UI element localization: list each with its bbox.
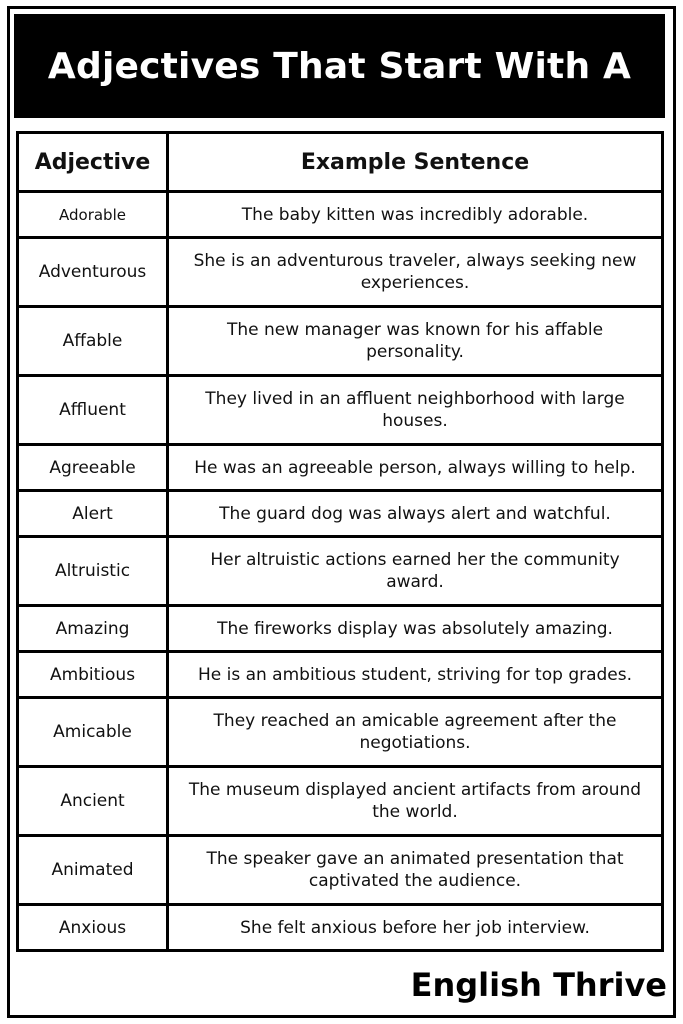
sentence-cell: The museum displayed ancient artifacts from around the world. bbox=[168, 767, 663, 836]
table-row bbox=[18, 698, 663, 767]
adjectives-table bbox=[16, 131, 664, 952]
table-row bbox=[18, 767, 663, 836]
adjective-cell: Alert bbox=[18, 491, 168, 537]
adjective-cell: Adventurous bbox=[18, 238, 168, 307]
sentence-cell: He was an agreeable person, always willing to help. bbox=[168, 445, 663, 491]
adjective-cell: Adorable bbox=[18, 192, 168, 238]
adjective-cell: Amicable bbox=[18, 698, 168, 767]
table-row bbox=[18, 606, 663, 652]
adjective-cell: Affluent bbox=[18, 376, 168, 445]
sentence-cell: The baby kitten was incredibly adorable. bbox=[168, 192, 663, 238]
table-row bbox=[18, 836, 663, 905]
page-title: Adjectives That Start With A bbox=[14, 14, 665, 118]
column-header-example-sentence: Example Sentence bbox=[168, 133, 663, 192]
adjective-cell: Amazing bbox=[18, 606, 168, 652]
sentence-cell: She is an adventurous traveler, always seeking new experiences. bbox=[168, 238, 663, 307]
table-row bbox=[18, 376, 663, 445]
adjective-cell: Anxious bbox=[18, 905, 168, 951]
table-row bbox=[18, 445, 663, 491]
sentence-cell: She felt anxious before her job interview. bbox=[168, 905, 663, 951]
column-header-adjective: Adjective bbox=[18, 133, 168, 192]
brand-footer: English Thrive bbox=[410, 966, 667, 1004]
sentence-cell: Her altruistic actions earned her the community award. bbox=[168, 537, 663, 606]
sentence-cell: They reached an amicable agreement after the negotiations. bbox=[168, 698, 663, 767]
sentence-cell: The fireworks display was absolutely amazing. bbox=[168, 606, 663, 652]
sentence-cell: The speaker gave an animated presentation that captivated the audience. bbox=[168, 836, 663, 905]
sentence-cell: They lived in an affluent neighborhood with large houses. bbox=[168, 376, 663, 445]
table-row bbox=[18, 905, 663, 951]
table-row bbox=[18, 491, 663, 537]
adjective-cell: Altruistic bbox=[18, 537, 168, 606]
adjective-cell: Affable bbox=[18, 307, 168, 376]
adjective-cell: Animated bbox=[18, 836, 168, 905]
adjective-cell: Agreeable bbox=[18, 445, 168, 491]
table-row bbox=[18, 307, 663, 376]
table-row bbox=[18, 192, 663, 238]
sentence-cell: He is an ambitious student, striving for top grades. bbox=[168, 652, 663, 698]
table-row bbox=[18, 652, 663, 698]
sentence-cell: The new manager was known for his affable personality. bbox=[168, 307, 663, 376]
table-row bbox=[18, 238, 663, 307]
sentence-cell: The guard dog was always alert and watchful. bbox=[168, 491, 663, 537]
table-row bbox=[18, 537, 663, 606]
table-header-row bbox=[18, 133, 663, 192]
adjective-cell: Ancient bbox=[18, 767, 168, 836]
adjective-cell: Ambitious bbox=[18, 652, 168, 698]
